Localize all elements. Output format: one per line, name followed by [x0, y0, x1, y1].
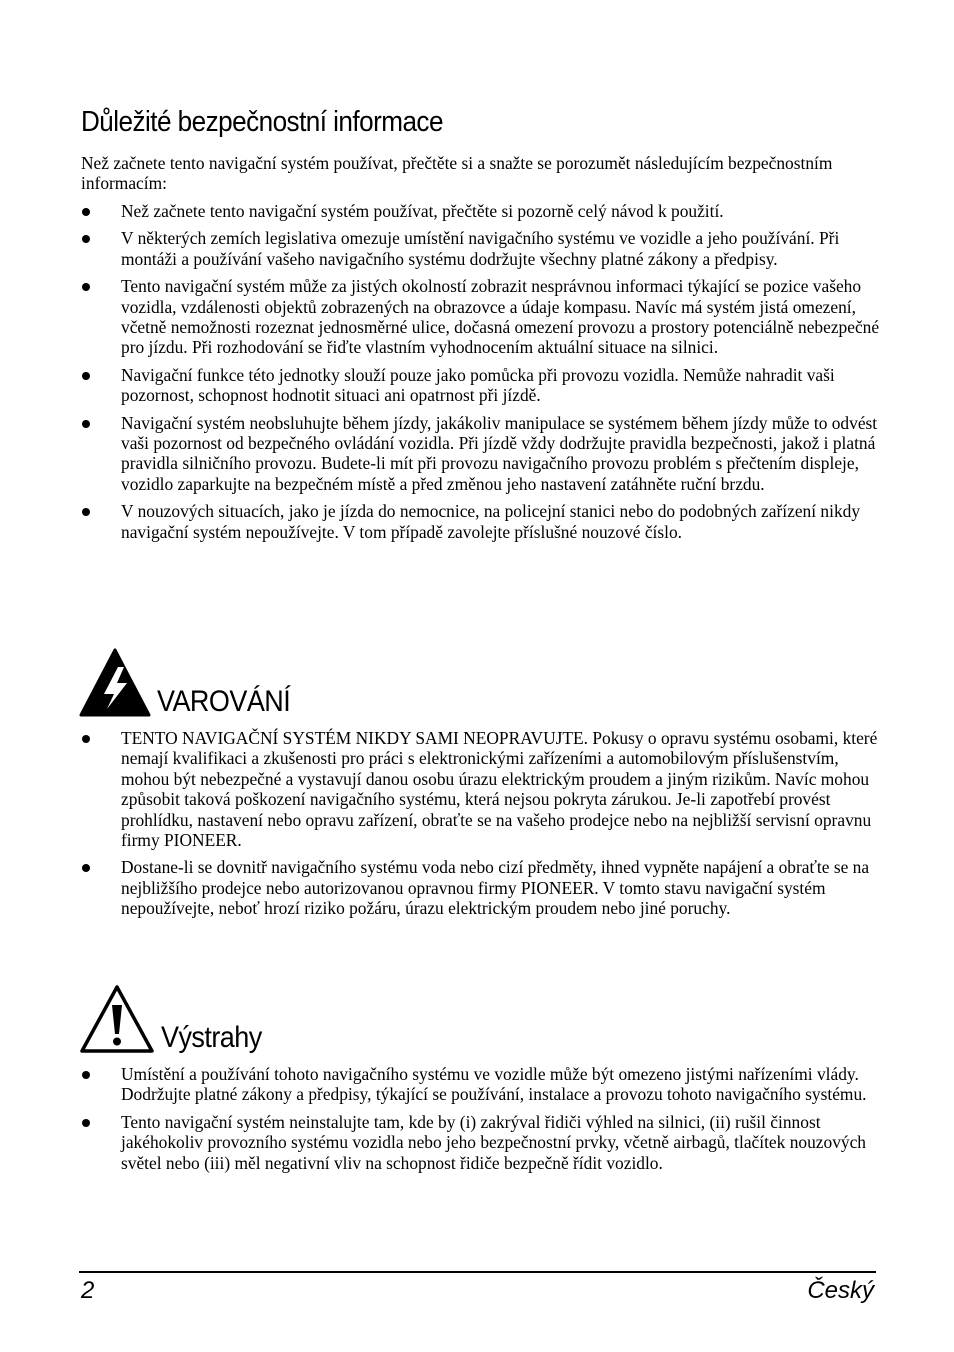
list-item-text: V nouzových situacích, jako je jízda do nemocnice, na policejní stanici nebo do podobných zařízení nikdy navigační systém nepoužívejte. V tom případě zavolejte příslušné nouzové číslo. [121, 501, 861, 542]
warning-list [81, 728, 881, 926]
list-item-text: Tento navigační systém může za jistých okolností zobrazit nesprávnou informaci týkající se pozice vašeho vozidla, vzdálenosti objektů zobrazených na obrazovce a údaje kompasu. Navíc má systém jistá omezení, včetně nemožnosti rozeznat jednosměrné ulice, dočasná omezení provozu a prostory potenciálně nebezpečné pro jízdu. Při rozhodování se řiďte vlastním vyhodnocením aktuální situace na silnici. [121, 276, 880, 358]
list-item [81, 857, 881, 918]
footer-language: Český [807, 1277, 874, 1304]
caution-list [81, 1064, 881, 1180]
bullet-icon [82, 735, 90, 743]
list-item-text: TENTO NAVIGAČNÍ SYSTÉM NIKDY SAMI NEOPRAVUJTE. Pokusy o opravu systému osobami, které nemají kvalifikaci a zkušenosti pro práci s elektronickými zařízeními a automobilovým příslušenstvím, mohou být nebezpečné a vystavují danou osobu úrazu elektrickým proudem a jiným rizikům. Navíc mohou způsobit taková poškození navigačního systému, která nejsou pokryta zárukou. Je-li zapotřebí provést prohlídku, nastavení nebo opravu zařízení, obraťte se na vašeho prodejce nebo na nejbližší servisní opravnu firmy PIONEER. [121, 728, 878, 851]
list-item [81, 365, 881, 406]
bullet-icon [82, 283, 90, 291]
list-item-text: V některých zemích legislativa omezuje umístění navigačního systému ve vozidle a jeho používání. Při montáži a používání vašeho navigačního systému dodržujte všechny platné zákony a předpisy. [121, 228, 840, 269]
bullet-icon [82, 372, 90, 380]
list-item-text: Umístění a používání tohoto navigačního systému ve vozidle může být omezeno jistými nařízeními vlády. Dodržujte platné zákony a předpisy, týkající se používání, instalace a provozu tohoto navigačního systému. [121, 1064, 867, 1105]
bullet-icon [82, 1071, 90, 1079]
list-item [81, 201, 881, 221]
list-item [81, 413, 881, 495]
caution-heading [79, 983, 273, 1055]
list-item [81, 228, 881, 269]
warning-heading-text: VAROVÁNÍ [157, 685, 291, 718]
list-item [81, 1064, 881, 1105]
list-item-text: Dostane-li se dovnitř navigačního systému voda nebo cizí předměty, ihned vypněte napájení a obraťte se na nejbližšího prodejce nebo autorizovanou opravnou firmy PIONEER. V tomto stavu navigační systém nepoužívejte, neboť hrozí riziko požáru, úrazu elektrickým proudem nebo jiné poruchy. [121, 857, 870, 919]
lightning-warning-icon [79, 647, 151, 719]
list-item [81, 276, 881, 358]
bullet-icon [82, 208, 90, 216]
bullet-icon [82, 864, 90, 872]
list-item-text: Tento navigační systém neinstalujte tam, kde by (i) zakrýval řidiči výhled na silnici, (ii) rušil činnost jakéhokoliv provozního systému vozidla nebo jeho bezpečnostní prvky, včetně airbagů, tlačítek nouzových světel nebo (iii) měl negativní vliv na schopnost řidiče bezpečně řídit vozidlo. [121, 1111, 867, 1173]
page-title: Důležité bezpečnostní informace [81, 106, 443, 138]
list-item-text: Navigační systém neobsluhujte během jízdy, jakákoliv manipulace se systémem během jízdy může to odvést vaši pozornost od bezpečného ovládání vozidla. Při jízdě vždy dodržujte pravidla bezpečnosti, jakož i platná pravidla silničního provozu. Budete-li mít při provozu navigačního provozu problém s přečtením displeje, vozidlo zaparkujte na bezpečném místě a před změnou jeho nastavení zatáhněte ruční brzdu. [121, 412, 878, 494]
bullet-icon [82, 508, 90, 516]
bullet-icon [82, 235, 90, 243]
exclamation-triangle-icon [79, 983, 155, 1055]
list-item [81, 1112, 881, 1173]
bullet-icon [82, 1119, 90, 1127]
safety-list [81, 201, 881, 549]
list-item [81, 728, 881, 850]
warning-heading [79, 647, 305, 719]
intro-text: Než začnete tento navigační systém používat, přečtěte si a snažte se porozumět následujícím bezpečnostním informacím: [81, 153, 833, 194]
footer-divider [79, 1271, 876, 1273]
list-item-text: Než začnete tento navigační systém používat, přečtěte si pozorně celý návod k použití. [121, 201, 724, 221]
list-item [81, 501, 881, 542]
caution-heading-text: Výstrahy [161, 1021, 262, 1054]
list-item-text: Navigační funkce této jednotky slouží pouze jako pomůcka při provozu vozidla. Nemůže nahradit vaši pozornost, schopnost hodnotit situaci ani opatrnost při jízdě. [121, 364, 835, 406]
bullet-icon [82, 420, 90, 428]
page-number: 2 [81, 1277, 95, 1304]
